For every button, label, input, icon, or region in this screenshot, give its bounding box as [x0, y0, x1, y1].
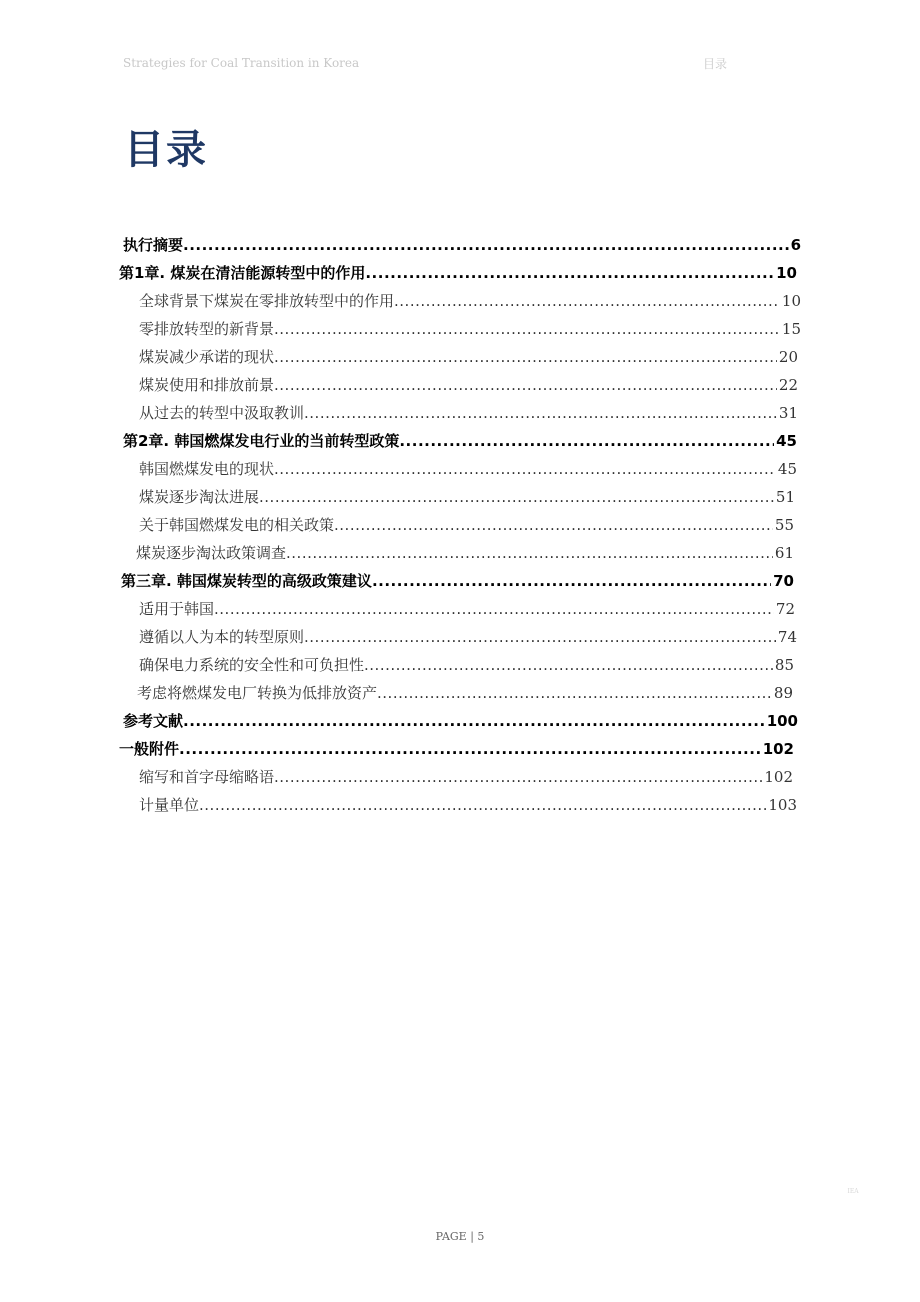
toc-leader-dots [183, 232, 789, 258]
toc-entry-section[interactable] [139, 288, 801, 314]
toc-entry-label: 考虑将燃煤发电厂转换为低排放资产 [137, 684, 378, 702]
toc-entry-label: 煤炭逐步淘汰政策调查 [136, 544, 287, 562]
toc-entry-page: 61 [774, 544, 794, 562]
toc-entry-label: 计量单位 [139, 796, 200, 814]
toc-entry-label: 确保电力系统的安全性和可负担性 [139, 656, 365, 674]
toc-entry-label: 韩国燃煤发电的现状 [139, 460, 275, 478]
toc-entry-label: 煤炭减少承诺的现状 [139, 348, 275, 366]
running-header-title: Strategies for Coal Transition in Korea [123, 56, 360, 70]
toc-entry-label: 一般附件 [119, 740, 180, 758]
toc-entry-executive-summary[interactable] [123, 232, 801, 258]
toc-leader-dots [372, 568, 771, 594]
toc-entry-annex[interactable] [119, 736, 794, 762]
toc-entry-label: 第三章. 韩国煤炭转型的高级政策建议 [121, 572, 372, 590]
toc-leader-dots [199, 792, 766, 818]
toc-entry-section[interactable] [139, 484, 795, 510]
toc-entry-page: 100 [766, 712, 798, 730]
toc-leader-dots [274, 316, 780, 342]
toc-leader-dots [259, 484, 774, 510]
toc-entry-section[interactable] [139, 316, 801, 342]
toc-entry-section[interactable] [139, 652, 794, 678]
toc-leader-dots [394, 288, 780, 314]
toc-entry-page: 15 [781, 320, 801, 338]
toc-entry-label: 关于韩国燃煤发电的相关政策 [139, 516, 335, 534]
toc-entry-label: 煤炭逐步淘汰进展 [139, 488, 260, 506]
toc-entry-chapter-1[interactable] [119, 260, 797, 286]
toc-entry-section[interactable] [139, 344, 798, 370]
toc-leader-dots [377, 680, 772, 706]
toc-entry-section[interactable] [139, 624, 797, 650]
toc-entry-label: 从过去的转型中汲取教训 [139, 404, 305, 422]
toc-entry-label: 煤炭使用和排放前景 [139, 376, 275, 394]
toc-entry-page: 51 [775, 488, 795, 506]
toc-entry-page: 45 [777, 460, 797, 478]
toc-entry-section[interactable] [137, 680, 793, 706]
toc-entry-chapter-2[interactable] [123, 428, 797, 454]
toc-leader-dots [214, 596, 774, 622]
toc-leader-dots [399, 428, 774, 454]
running-header-section: 目录 [703, 57, 728, 71]
toc-entry-label: 第1章. 煤炭在清洁能源转型中的作用 [119, 264, 366, 282]
toc-entry-section[interactable] [136, 540, 794, 566]
page-title: 目录 [124, 127, 208, 173]
toc-entry-label: 适用于韩国 [139, 600, 215, 618]
toc-leader-dots [274, 456, 776, 482]
toc-leader-dots [304, 624, 776, 650]
toc-entry-label: 零排放转型的新背景 [139, 320, 275, 338]
toc-entry-page: 89 [773, 684, 793, 702]
toc-leader-dots [304, 400, 777, 426]
toc-entry-page: 74 [777, 628, 797, 646]
toc-entry-section[interactable] [139, 512, 794, 538]
toc-entry-section[interactable] [139, 400, 798, 426]
page-number-footer: PAGE | 5 [435, 1230, 485, 1243]
toc-entry-label: 第2章. 韩国燃煤发电行业的当前转型政策 [123, 432, 400, 450]
toc-entry-chapter-3[interactable] [121, 568, 794, 594]
toc-entry-page: 70 [773, 572, 794, 590]
toc-entry-page: 22 [778, 376, 798, 394]
toc-entry-page: 20 [778, 348, 798, 366]
toc-entry-page: 55 [774, 516, 794, 534]
toc-entry-label: 遵循以人为本的转型原则 [139, 628, 305, 646]
toc-entry-label: 缩写和首字母缩略语 [139, 768, 275, 786]
toc-entry-page: 102 [762, 740, 794, 758]
toc-entry-section[interactable] [139, 596, 795, 622]
toc-entry-page: 85 [774, 656, 794, 674]
toc-leader-dots [179, 736, 761, 762]
toc-leader-dots [274, 344, 777, 370]
toc-leader-dots [183, 708, 765, 734]
toc-entry-page: 10 [776, 264, 797, 282]
toc-entry-page: 31 [778, 404, 798, 422]
toc-leader-dots [274, 764, 762, 790]
toc-entry-section[interactable] [139, 792, 797, 818]
toc-entry-page: 45 [776, 432, 797, 450]
toc-leader-dots [364, 652, 773, 678]
toc-leader-dots [286, 540, 773, 566]
toc-entry-page: 10 [781, 292, 801, 310]
iea-watermark: IEA [847, 1188, 859, 1195]
toc-entry-page: 103 [768, 796, 797, 814]
toc-entry-section[interactable] [139, 372, 798, 398]
toc-entry-label: 全球背景下煤炭在零排放转型中的作用 [139, 292, 395, 310]
toc-entry-section[interactable] [139, 456, 797, 482]
toc-leader-dots [365, 260, 774, 286]
toc-entry-references[interactable] [123, 708, 798, 734]
toc-leader-dots [274, 372, 777, 398]
toc-entry-label: 执行摘要 [123, 236, 184, 254]
toc-entry-label: 参考文献 [123, 712, 184, 730]
toc-entry-page: 102 [764, 768, 793, 786]
toc-entry-page: 72 [775, 600, 795, 618]
toc-entry-page: 6 [790, 236, 801, 254]
toc-entry-section[interactable] [139, 764, 793, 790]
toc-leader-dots [334, 512, 773, 538]
